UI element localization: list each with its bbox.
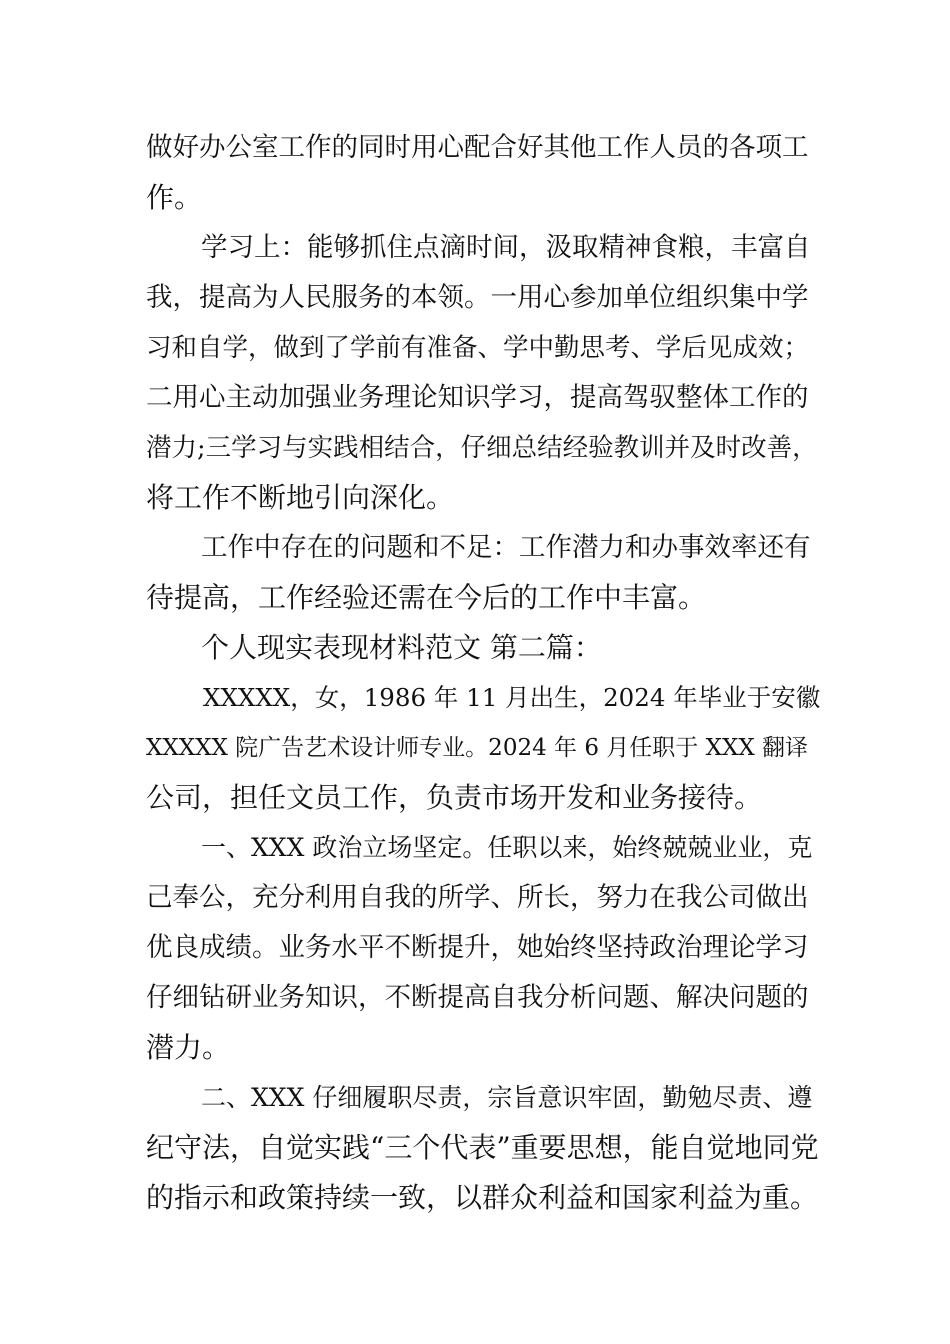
text-line: 工作中存在的问题和不足：工作潜力和办事效率还有 — [201, 532, 811, 563]
text-line: 学习上：能够抓住点滴时间，汲取精神食粮，丰富自 — [201, 232, 811, 263]
text-line: 作。 — [146, 181, 203, 214]
text-line: 将工作不断地引向深化。 — [146, 481, 455, 514]
text-line: 潜力;三学习与实践相结合，仔细总结经验教训并及时改善， — [146, 433, 818, 463]
text-line: 公司，担任文员工作，负责市场开发和业务接待。 — [146, 781, 763, 814]
section-heading: 个人现实表现材料范文 第二篇： — [201, 631, 602, 664]
text-line: 习和自学，做到了学前有准备、学中勤思考、学后见成效； — [146, 333, 810, 363]
text-line: 待提高，工作经验还需在今后的工作中丰富。 — [146, 581, 707, 614]
text-line: XXXXX，女，1986 年 11 月出生，2024 年毕业于安徽 — [203, 683, 821, 712]
text-line: XXXXX 院广告艺术设计师专业。2024 年 6 月任职于 XXX 翻译 — [146, 735, 809, 761]
text-line: 优良成绩。业务水平不断提升，她始终坚持政治理论学习 — [146, 932, 809, 963]
text-line: 一、XXX 政治立场坚定。任职以来，始终兢兢业业，克 — [201, 833, 813, 862]
text-line: 做好办公室工作的同时用心配合好其他工作人员的各项工 — [146, 132, 809, 163]
text-line: 仔细钻研业务知识，不断提高自我分析问题、解决问题的 — [146, 982, 809, 1013]
text-line: 纪守法，自觉实践“三个代表”重要思想，能自觉地同党 — [146, 1131, 819, 1164]
text-line: 己奉公，充分利用自我的所学、所长，努力在我公司做出 — [146, 882, 809, 913]
text-line: 二、XXX 仔细履职尽责，宗旨意识牢固，勤勉尽责、遵 — [201, 1083, 813, 1112]
text-line: 我，提高为人民服务的本领。一用心参加单位组织集中学 — [146, 282, 809, 313]
text-line: 二用心主动加强业务理论知识学习，提高驾驭整体工作的 — [146, 382, 809, 413]
text-line: 潜力。 — [146, 1031, 231, 1064]
text-line: 的指示和政策持续一致，以群众利益和国家利益为重。 — [146, 1181, 819, 1214]
